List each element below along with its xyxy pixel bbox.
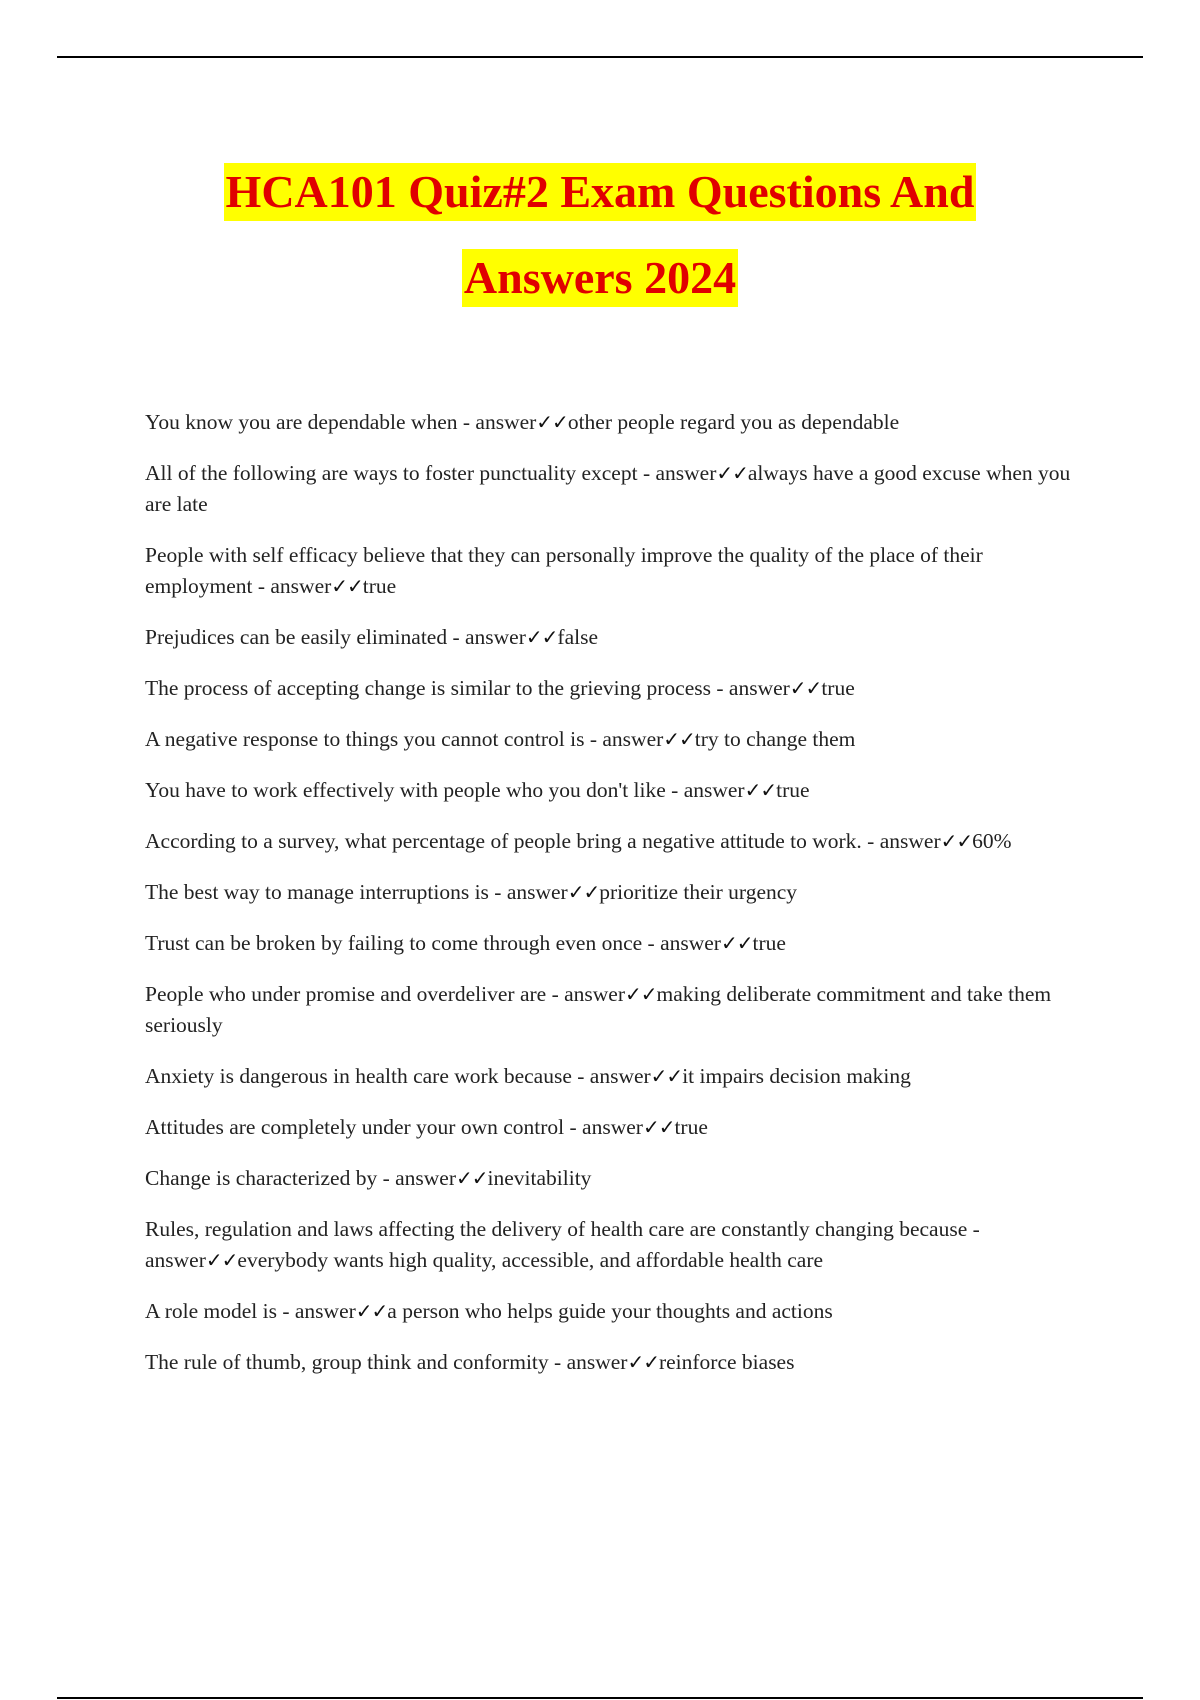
- qa-item: [145, 622, 1095, 653]
- answer-marker: answer: [270, 574, 332, 598]
- double-check-icon: ✓✓: [627, 1350, 659, 1374]
- question-text: The rule of thumb, group think and conformity -: [145, 1350, 562, 1374]
- answer-marker: answer: [660, 931, 721, 955]
- question-text: Trust can be broken by failing to come through even once -: [145, 931, 655, 955]
- answer-text: true: [674, 1115, 708, 1139]
- double-check-icon: ✓✓: [456, 1166, 488, 1190]
- answer-text: a person who helps guide your thoughts and actions: [387, 1299, 833, 1323]
- double-check-icon: ✓✓: [567, 880, 600, 904]
- qa-item: [145, 775, 1095, 806]
- double-check-icon: ✓✓: [940, 829, 973, 853]
- answer-text: it impairs decision making: [682, 1064, 911, 1088]
- answer-marker: answer: [589, 1064, 651, 1088]
- qa-item: [145, 407, 1095, 438]
- qa-item: [145, 458, 1095, 520]
- double-check-icon: ✓✓: [355, 1299, 388, 1323]
- answer-marker: answer: [683, 778, 745, 802]
- qa-item: [145, 826, 1095, 857]
- question-text: Prejudices can be easily eliminated -: [145, 625, 460, 649]
- double-check-icon: ✓✓: [650, 1064, 683, 1088]
- answer-marker: answer: [564, 982, 625, 1006]
- answer-text: making deliberate commitment and take them seriously: [145, 982, 1052, 1037]
- question-text: You know you are dependable when -: [145, 410, 471, 434]
- qa-item: [145, 673, 1095, 704]
- question-text: Attitudes are completely under your own control -: [145, 1115, 577, 1139]
- answer-text: always have a good excuse when you are late: [145, 461, 1071, 516]
- double-check-icon: ✓✓: [716, 461, 748, 485]
- qa-item: [145, 1061, 1095, 1092]
- answer-text: 60%: [972, 829, 1012, 853]
- answer-marker: answer: [475, 410, 537, 434]
- qa-item: [145, 979, 1095, 1041]
- question-text: According to a survey, what percentage of people bring a negative attitude to work. -: [145, 829, 875, 853]
- answer-text: true: [752, 931, 786, 955]
- answer-text: try to change them: [694, 727, 856, 751]
- answer-text: other people regard you as dependable: [567, 410, 900, 434]
- question-text: A role model is -: [145, 1299, 290, 1323]
- question-text: All of the following are ways to foster punctuality except -: [145, 461, 651, 485]
- title-text-2: Answers 2024: [462, 249, 738, 307]
- title-text-1: HCA101 Quiz#2 Exam Questions And: [224, 163, 977, 221]
- answer-text: false: [557, 625, 598, 649]
- answer-text: true: [776, 778, 810, 802]
- answer-marker: answer: [395, 1166, 457, 1190]
- answer-text: prioritize their urgency: [599, 880, 798, 904]
- question-text: A negative response to things you cannot control is -: [145, 727, 598, 751]
- answer-marker: answer: [465, 625, 526, 649]
- double-check-icon: ✓✓: [720, 931, 753, 955]
- double-check-icon: ✓✓: [205, 1248, 238, 1272]
- answer-text: true: [362, 574, 397, 598]
- double-check-icon: ✓✓: [625, 982, 657, 1006]
- answer-marker: answer: [602, 727, 664, 751]
- answer-marker: answer: [728, 676, 790, 700]
- answer-marker: answer: [566, 1350, 628, 1374]
- title-line-1: [0, 160, 1200, 246]
- answer-marker: answer: [145, 1248, 206, 1272]
- answer-text: true: [821, 676, 855, 700]
- double-check-icon: ✓✓: [536, 410, 568, 434]
- answer-marker: answer: [879, 829, 941, 853]
- double-check-icon: ✓✓: [744, 778, 777, 802]
- answer-marker: answer: [582, 1115, 643, 1139]
- double-check-icon: ✓✓: [331, 574, 363, 598]
- bottom-rule: [57, 1697, 1143, 1699]
- qa-item: [145, 877, 1095, 908]
- question-text: Change is characterized by -: [145, 1166, 390, 1190]
- title-line-2: [0, 246, 1200, 332]
- answer-marker: answer: [294, 1299, 356, 1323]
- double-check-icon: ✓✓: [525, 625, 558, 649]
- answer-text: reinforce biases: [658, 1350, 795, 1374]
- double-check-icon: ✓✓: [663, 727, 695, 751]
- answer-text: everybody wants high quality, accessible, and affordable health care: [237, 1248, 824, 1272]
- question-text: Rules, regulation and laws affecting the delivery of health care are constantly changing because -: [145, 1217, 980, 1241]
- qa-item: [145, 1296, 1095, 1327]
- top-rule: [57, 56, 1143, 58]
- question-text: Anxiety is dangerous in health care work because -: [145, 1064, 585, 1088]
- document-title: [0, 160, 1200, 332]
- question-text: The best way to manage interruptions is -: [145, 880, 502, 904]
- qa-list: [145, 407, 1095, 1398]
- qa-item: [145, 1214, 1095, 1276]
- question-text: You have to work effectively with people who you don't like -: [145, 778, 679, 802]
- qa-item: [145, 724, 1095, 755]
- double-check-icon: ✓✓: [642, 1115, 675, 1139]
- answer-text: inevitability: [487, 1166, 592, 1190]
- qa-item: [145, 928, 1095, 959]
- question-text: People with self efficacy believe that they can personally improve the quality of the place of their employment -: [145, 543, 983, 598]
- double-check-icon: ✓✓: [789, 676, 822, 700]
- qa-item: [145, 1112, 1095, 1143]
- qa-item: [145, 1347, 1095, 1378]
- qa-item: [145, 1163, 1095, 1194]
- qa-item: [145, 540, 1095, 602]
- question-text: People who under promise and overdeliver are -: [145, 982, 559, 1006]
- answer-marker: answer: [655, 461, 717, 485]
- answer-marker: answer: [506, 880, 568, 904]
- question-text: The process of accepting change is similar to the grieving process -: [145, 676, 724, 700]
